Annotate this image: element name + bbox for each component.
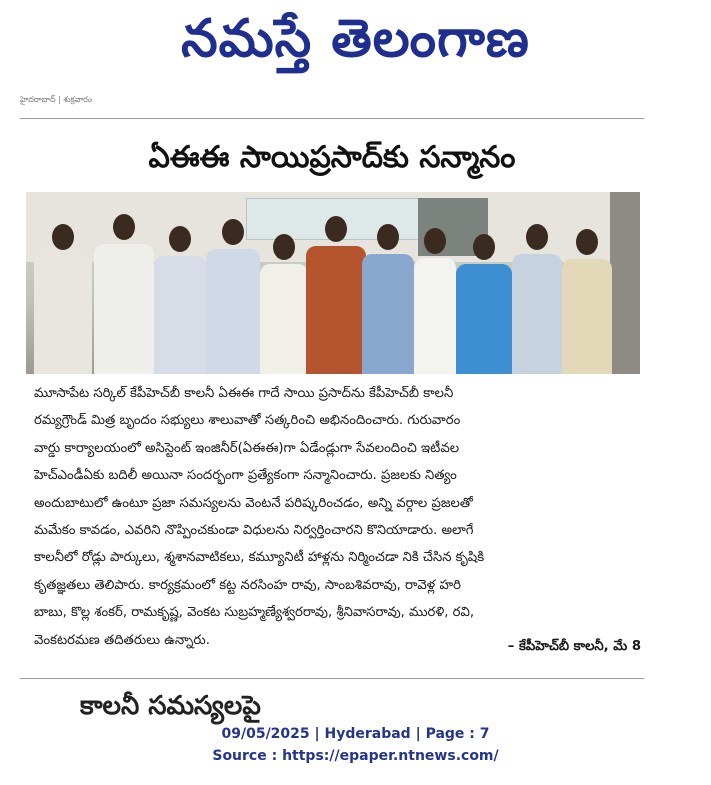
article-line: కృతజ్ఞతలు తెలిపారు. కార్యక్రమంలో కట్ట నరసింహ రావు, సాంబశివరావు, రావెళ్ల హరి (34, 577, 461, 593)
next-article-headline: కాలనీ సమస్యలపై (80, 691, 261, 721)
bottom-rule (20, 678, 644, 679)
article-body (34, 380, 640, 660)
article-line: వార్డు కార్యాలయంలో అసిస్టెంట్ ఇంజినీర్(ఏఈఈ)గా ఏడేండ్లుగా సేవలందించి ఇటీవల (34, 440, 460, 456)
article-line: కాలనీలో రోడ్లు పార్కులు, శ్మశానవాటికలు, కమ్యూనిటీ హాళ్లను నిర్మించడా నికి చేసిన కృషికి (34, 550, 485, 566)
article-line: అందుబాటులో ఉంటూ ప్రజా సమస్యలను వెంటనే పరిష్కరించడం, అన్ని వర్గాల ప్రజలతో (34, 495, 473, 511)
article-line: వెంకటరమణ తదితరులు ఉన్నారు. (34, 632, 210, 648)
footer-source-line: Source : https://epaper.ntnews.com/ (212, 748, 499, 764)
article-line: రమ్యగ్రౌండ్ మిత్ర బృందం సభ్యులు శాలువాతో సత్కరించి అభినందించారు. గురువారం (34, 413, 461, 429)
top-rule (20, 118, 644, 119)
article-line: మూసాపేట సర్కిల్ కేపీహెచ్‌బీ కాలనీ ఏఈఈ గాదే సాయి ప్రసాద్‌ను కేపీహెచ్‌బీ కాలనీ (34, 386, 454, 401)
page-info-strip: హైదరాబాద్ | శుక్రవారం (20, 95, 92, 104)
article-headline: ఏఈఈ సాయిప్రసాద్‌కు సన్మానం (148, 140, 516, 175)
news-photo (26, 192, 640, 374)
dateline: – కేపీహెచ్‌బీ కాలనీ, మే 8 (502, 633, 641, 660)
footer-date-line: 09/05/2025 | Hyderabad | Page : 7 (221, 726, 490, 742)
masthead-logo: నమస్తే తెలంగాణ (181, 8, 530, 69)
article-line: బాబు, కొల్ల శంకర్, రామకృష్ణ, వెంకట సుబ్రహ్మణ్యేశ్వరరావు, శ్రీనివాసరావు, మురళి, రవి, (34, 605, 475, 621)
article-line: మమేకం కావడం, ఎవరిని నొప్పించకుండా విధులను నిర్వర్తించారని కొనియాడారు. అలాగే (34, 523, 474, 539)
article-line: హెచ్ఎండీఏకు బదిలీ అయినా సందర్భంగా ప్రత్యేకంగా సన్మానించారు. ప్రజలకు నిత్యం (34, 468, 457, 484)
